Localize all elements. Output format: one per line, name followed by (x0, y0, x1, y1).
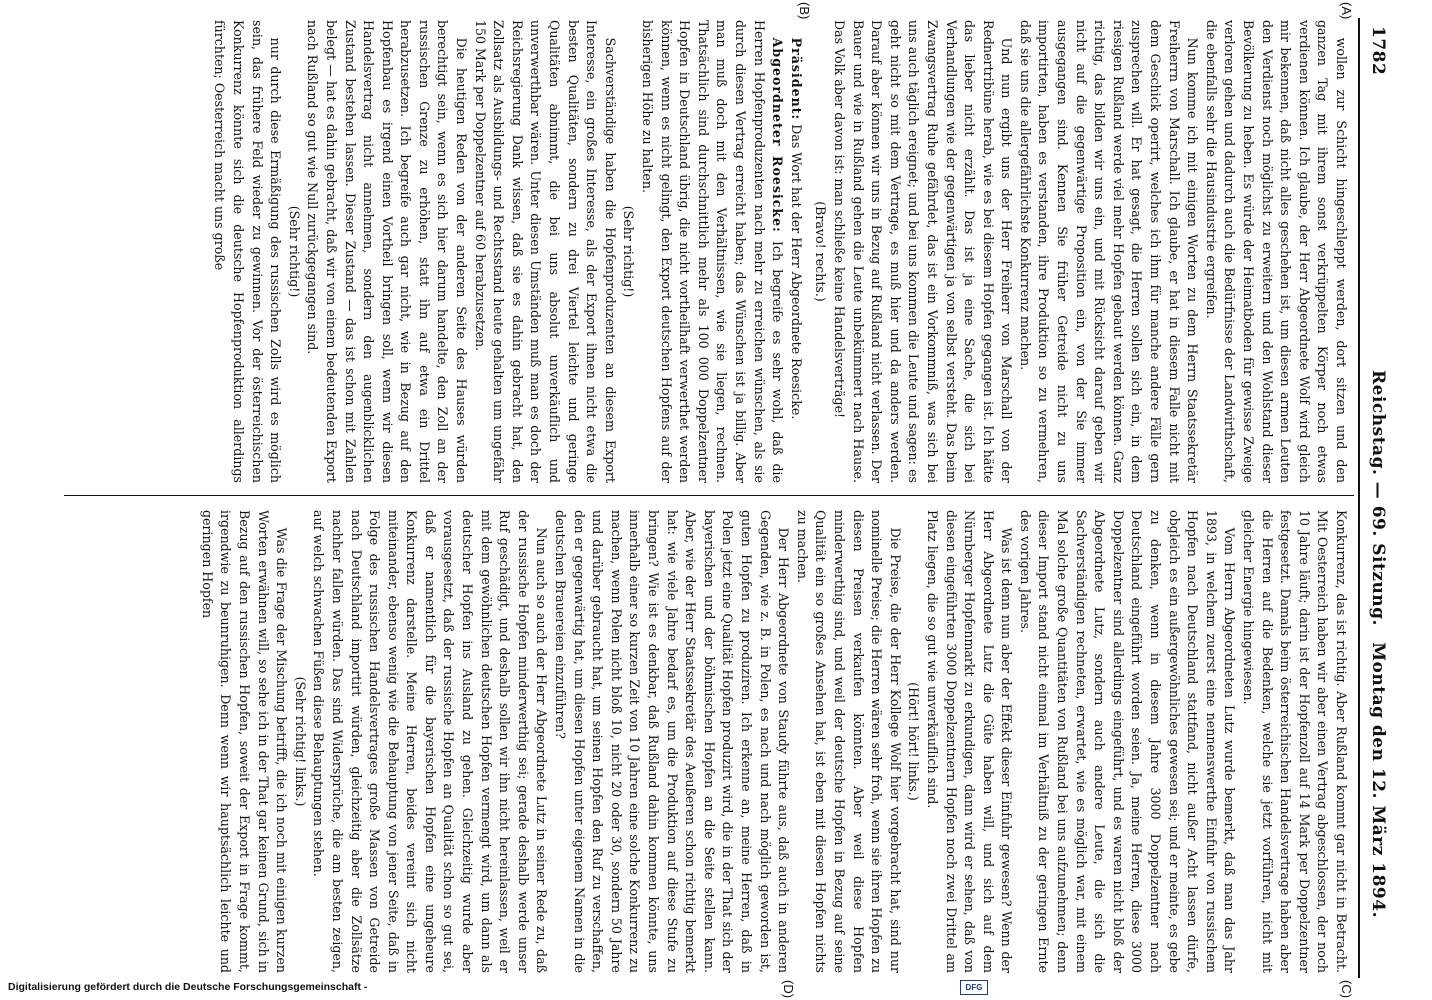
page-title: Reichstag. — 69. Sitzung. (1368, 370, 1388, 626)
left-text-column (60, 20, 1350, 483)
paragraph-text: Konkurrenz, das ist richtig. Aber Rußland kommt gar nicht in Betracht. Mit Oesterreich haben wir aber einen Vertrag abgeschlossen, der noch 10 Jahre läuft; darin ist der Hopfenzoll auf 14 Mark per Doppelzentner festgesetzt. Damals beim österreichischen Handelsvertrage haben aber die Herren auf die Bedenken, welche sie jetzt vorführen, nicht mit gleicher Energie hingewiesen. (1241, 510, 1349, 973)
paragraph-text: (Sehr richtig!) (621, 205, 637, 298)
paragraph (1015, 510, 1238, 973)
paragraph-text: Die Preise, die der Herr Kollege Wolf hier vorgebracht hat, sind nur nominelle Preise; die Herren wären sehr froh, wenn sie ihren Hopfen zu diesen Preisen verkaufen könnten. Aber weil diese Hopfen minderwerthig sind, und weil der deutsche Hopfen in Bezug auf seine Qualität ein so großes Ansehen hat, ist eben mit diesen Hopfen nichts zu machen. (794, 510, 903, 973)
paragraph (792, 510, 904, 973)
footer-credit: Digitalisierung gefördert durch die Deutsche Forschungsgemeinschaft - (8, 981, 368, 993)
paragraph-text: Der Herr Abgeordnete von Staudy führte aus, daß auch in anderen Gegenden, wie z. B. in Polen, es nach und nach möglich geworden ist, guten Hopfen zu produziren. Ich erkenne an, meine Herren, daß in Polen jetzt eine Qualität Hopfen produzirt wird, die in der That sich der bayerischen und der böhmischen Hopfen an die Seite stellen kann. Aber, wie der Herr Staatssekretär des Aeußeren schon richtig bemerkt hat: wie viele Jahre bedarf es, um die Produktion auf diese Stufe zu bringen? Wie ist es denkbar, daß Rußland dahin kommen könnte, uns innerhalb einer so kurzen Zeit von 10 Jahren eine solche Konkurrenz zu machen, wenn Polen nicht bloß 10, nicht 20 oder 30, sondern 50 Jahre und darüber gebraucht hat, um seinen Hopfen den Ruf zu verschaffen, den er gegenwärtig hat, um diesen Hopfen unter eigenem Namen in die deutschen Brauereien einzuführen? (553, 510, 792, 973)
page-header (1358, 18, 1390, 978)
paragraph-text: Nun komme ich mit einigen Worten zu dem Herrn Staatssekretär Freiherrn von Marschall. Ich glaube, er hat in diesem Falle nicht mit dem Geschick operirt, welches ich ihm für manche andere Fälle gern zusprechen will. Er hat gesagt, die Herren sollen sich ein, in dem riesigen Rußland werde viel mehr Hopfen gebaut werden können. Ganz richtig, das bilden wir uns ein, und mit Rücksicht darauf geben wir nicht auf die gegenwärtige Proposition ein, von der Sie immer ausgegangen sind. Kennen Sie früher Getreide nicht zu uns importirten, haben es verstanden, ihre Produktion so zu vermehren, daß sie uns die allergefährlichste Konkurrenz machen. (1017, 20, 1201, 483)
digitization-footer (0, 978, 1000, 998)
paragraph (1238, 510, 1350, 973)
paragraph (470, 20, 619, 483)
paragraph (197, 510, 290, 973)
paragraph (829, 20, 1015, 483)
margin-marker-b: (B) (797, 2, 812, 20)
paragraph-text: Das Wort hat der Herr Abgeordnete Roesicke. (788, 124, 804, 420)
paragraph-text: Vom Herrn Abgeordneten Lutz wurde bemerkt, daß man das Jahr 1893, in welchem zuerst eine nennenswerthe Einfuhr von russischem Hopfen nach Deutschland stattfand, nicht außer Acht lassen dürfe, obgleich es ein außergewöhnliches gewesen sei; und er meinte, es gebe zu denken, wenn in diesem Jahre 3000 Doppelzentner nach Deutschland eingeführt worden seien. Ja, meine Herren, diese 3000 Doppelzentner sind allerdings eingeführt, und es waren nicht bloß der Abgeordnete Lutz, sondern auch andere Leute, die sich die Sachverständigen rechneten, erwartet, wie es möglich war, mit einem Mal solche große Quantitäten von Rußland bei uns aufzunehmen; denn dieser Import stand nicht einmal im Verhältniß zu der geringen Ernte des vorigen Jahres. (1017, 510, 1238, 973)
margin-marker-a: (A) (1339, 2, 1354, 20)
paragraph-text: Und nun ergibt uns der Herr Freiherr von Marschall von der Rednertribüne herab, wie es bei diesem Hopfen gegangen ist. Ich hätte das lieber nicht erzählt. Das ist ja eine Sache, die sich bei Verhandlungen wie der gegenwärtigen ja von selbst versteht. Das beim Zwangsvertrag Ruhe gefährdet, das ist ein Vorkommniß, was sich bei uns auch täglich ereignet; und bei uns kommen die Leute und sagen: es geht nicht so mit dem Vertrage, es muß hier und da anders werden. Darauf aber können wir uns in Bezug auf Rußland nicht verlassen. Der Bauer und wie in Rußland gehen die Leute unbekümmert nach Hause. Das Volk aber davon ist: man schließe keine Handelsverträge! (831, 20, 1015, 483)
speaker-name: Abgeordneter Roesicke: (770, 37, 786, 233)
interjection (284, 20, 303, 483)
speaker-name: Präsident: (788, 37, 804, 121)
dfg-logo: DFG (960, 980, 988, 995)
paragraph-text: Ich begreife es sehr wohl, daß die Herren Hopfenproduzenten nach mehr zu erreichen wünschen, als sie durch diesen Vertrag erreicht haben; das Wünschen ist ja billig. Aber man muß doch mit den Verhältnissen, wie sie liegen, rechnen. Thatsächlich sind durchschnittlich mehr als 100 000 Doppelzentner Hopfen in Deutschland übrig, die nicht vortheilhaft verwerthet werden können, wenn es nicht gelingt, den Export deutschen Hopfens auf der bisherigen Höhe zu halten. (640, 20, 786, 483)
paragraph (309, 510, 551, 973)
paragraph-text: wollen zur Schicht hingeschleppt werden, dort sitzen und den ganzen Tag mit ihrem sonst verkrüppelten Körper noch etwas verdienen können. Ich glaube, der Herr Abgeordnete Wolf wird gleich mir bekennen, daß nicht alles geschehen ist, um diesen armen Leuten den Verdienst noch möglichst zu erweitern und den Wohlstand dieser Bevölkerung zu heben. Es würde der Heimatboden für gewisse Zweige verloren gehen und dadurch auch die Bedürfnisse der Landwirthschaft, die ebenfalls sehr die Hausindustrie ergreifen. (1203, 20, 1349, 483)
paragraph (550, 510, 792, 973)
interjection (619, 20, 638, 483)
interjection (904, 510, 923, 973)
paragraph (786, 20, 805, 483)
paragraph-text: nur durch diese Ermäßigung des russischen Zolls wird es möglich sein, das frühere Feld wieder zu gewinnen. Vor der österreichischen Konkurrenz könnte sich die deutsche Hopfenproduktion allerdings fürchten; Oesterreich macht uns große (212, 20, 284, 483)
interjection (811, 20, 830, 483)
paragraph (1015, 20, 1201, 483)
paragraph-text: (Sehr richtig!) (286, 205, 302, 298)
paragraph-text: Nun auch so auch der Herr Abgeordnete Lutz in seiner Rede zu, daß der russische Hopfen minderwerthig sei; gerade deshalb werde unser Ruf geschädigt, und deshalb sollen wir ihn nicht hereinlassen, weil er mit dem gewöhnlichen deutschen Hopfen vermengt wird, um dann als deutscher Hopfen ins Ausland zu gehen. Gleichzeitig wurde aber vorausgesetzt, daß der russische Hopfen an Qualität schon so gut sei, daß er namentlich für die bayerischen Hopfen eine ungeheure Konkurrenz darstelle. Meine Herren, beides vereint sich nicht miteinander, ebenso wenig wie die Behauptung von jener Seite, daß in Folge des russischen Handelsvertrages große Massen von Getreide nach Deutschland importirt würden, gleichzeitig aber die Zollsätze nachher fallen würden. Das sind Widersprüche, die am besten zeigen, auf welch schwachen Füßen diese Behauptungen stehen. (311, 510, 550, 973)
paragraph-text: Sachverständige haben die Hopfenproduzenten an diesem Export Interesse, ein großes Interesse, als der Export ihnen nicht etwa die besten Qualitäten, sondern zu drei Viertel leichte und geringe Qualitäten abnimmt, die bei uns absolut unverkäuflich und unverwerthbar wären. Unter diesen Umständen muß man es doch der Reichsregierung Dank wissen, daß sie es dahin gebracht hat, den Zollsatz als Ausbildungs- und Rechtsstand heute gehalten um ungefähr 150 Mark per Doppelzentner auf 60 herabzusetzen. (472, 20, 618, 483)
session-date: Montag den 12. März 1894. (1368, 642, 1388, 918)
paragraph-text: (Sehr richtig! links.) (292, 676, 308, 807)
right-text-column (60, 510, 1350, 973)
margin-marker-c: (C) (1339, 980, 1354, 999)
interjection (290, 510, 309, 973)
paragraph-text: Die heutigen Reden von der anderen Seite des Hauses würden berechtigt sein, wenn es sich hier darum handelte, den Zoll an der russischen Grenze zu erhöhen, statt ihn auf etwa ein Drittel herabzusetzen. Ich begreife auch gar nicht, wie in Bezug auf den Hopfenbau es irgend einen Vortheil bringen soll, wenn wir diesen Handelsvertrag nicht annehmen, sondern den augenblicklichen Zustand bestehen lassen. Dieser Zustand — das ist schon mit Zahlen belegt — hat es dahin gebracht, daß wir von einem bedeutenden Export nach Rußland so gut wie Null zurückgegangen sind. (305, 20, 470, 483)
page-number: 1782 (1368, 26, 1388, 76)
paragraph-spacer (805, 20, 811, 483)
paragraph (1201, 20, 1350, 483)
paragraph (210, 20, 284, 483)
margin-marker-d: (D) (781, 980, 796, 999)
paragraph (303, 20, 470, 483)
column-divider (64, 495, 1354, 496)
paragraph-text: Was ist denn nun aber der Effekt dieser Einfuhr gewesen? Wenn der Herr Abgeordnete Lutz die Güte haben will, und sich auf dem Nürnberger Hopfenmarkt zu erkundigen, dann wird er sehen, daß von diesen eingeführten 3000 Doppelzentnern Hopfen noch zwei Drittel am Platz liegen, die so gut wie unverkäuflich sind. (924, 510, 1015, 973)
paragraph-text: Was die Frage der Mischung betrifft, die ich noch mit einigen kurzen Worten erwähnen will, so sehe ich in der That gar keinen Grund, sich in Bezug auf den russischen Hopfen, soweit der Export in Frage kommt, irgendwie zu beunruhigen. Denn wenn wir hauptsächlich leichte und geringen Hopfen (199, 510, 290, 973)
paragraph-text: (Bravo! rechts.) (813, 201, 829, 302)
paragraph-text: (Hört! hört! links.) (906, 682, 922, 801)
paragraph (637, 20, 786, 483)
paragraph (922, 510, 1015, 973)
